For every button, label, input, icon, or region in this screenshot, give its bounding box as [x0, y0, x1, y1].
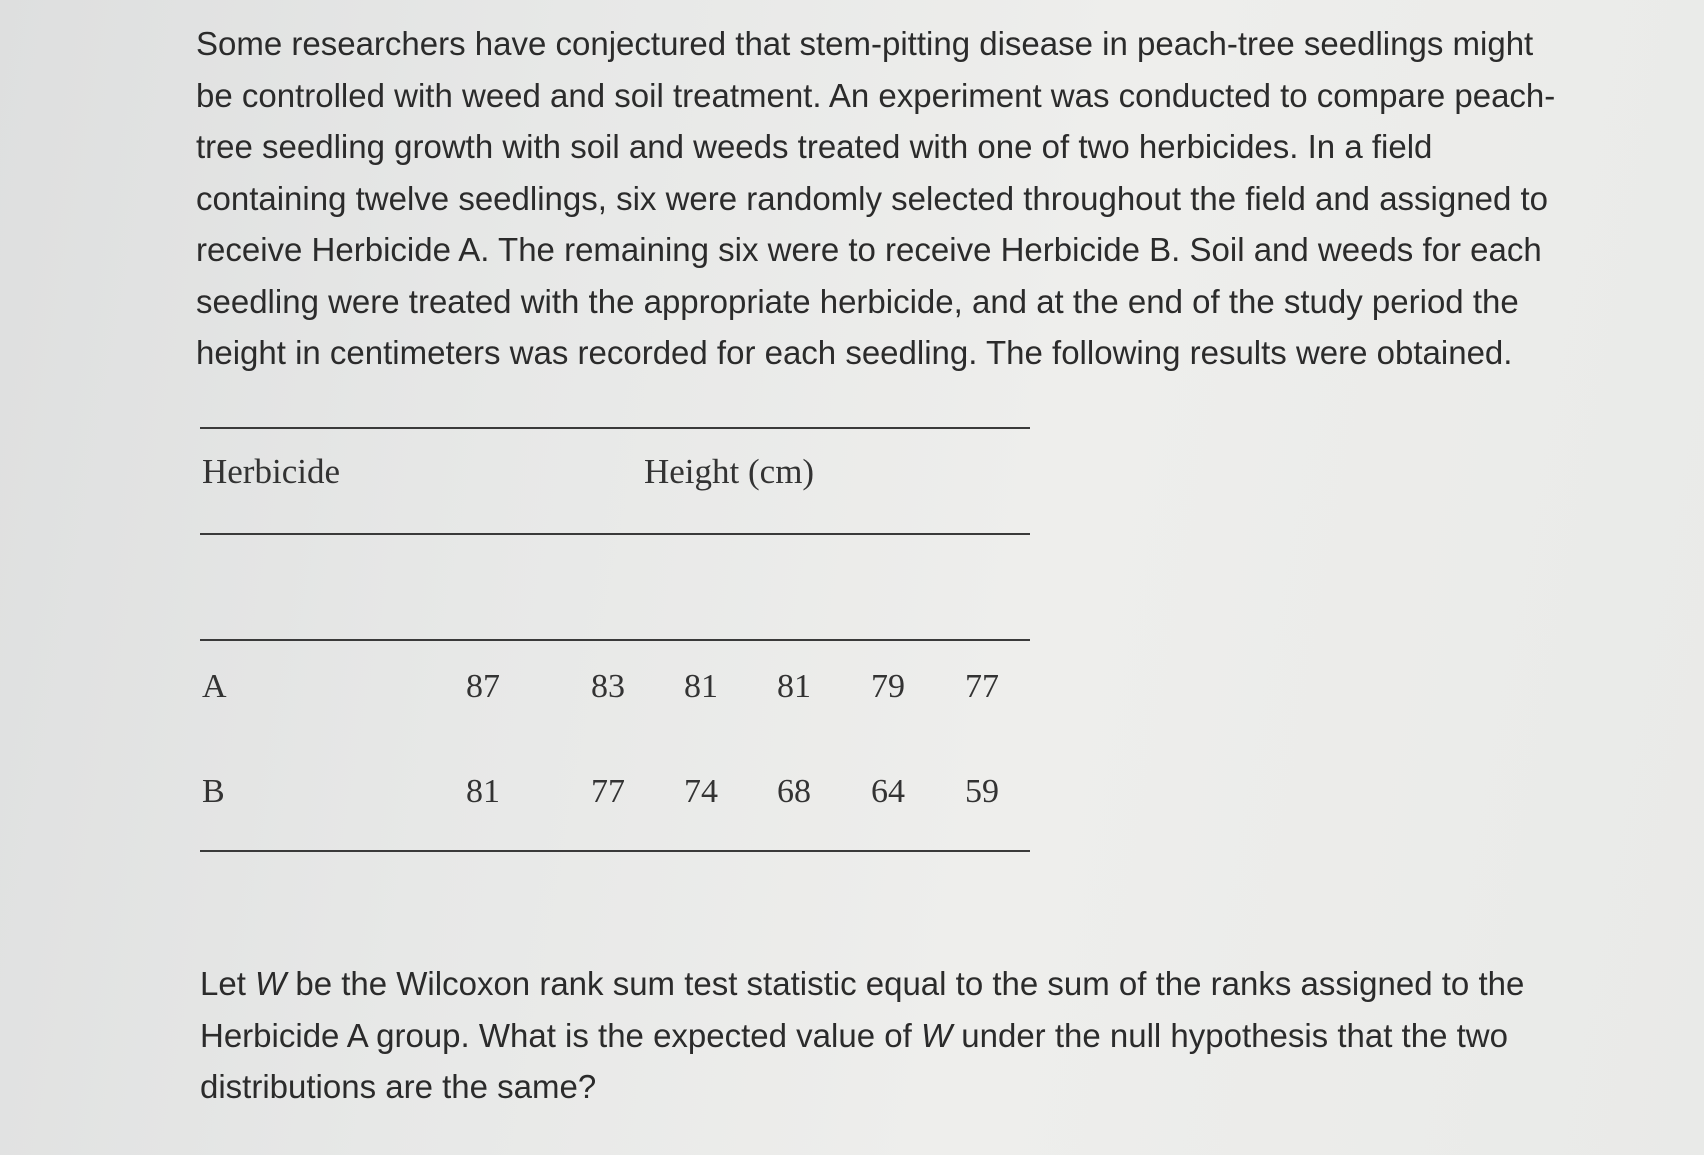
- table-cell: 87: [466, 668, 500, 705]
- table-cell: 81: [684, 668, 718, 705]
- table-cell: 74: [684, 773, 718, 810]
- table-cell: 77: [591, 773, 625, 810]
- header-height: Height (cm): [644, 452, 815, 491]
- table-row-herbicide-b: [200, 773, 1030, 813]
- table-bottom-rule: [200, 850, 1030, 852]
- table-cell: 79: [871, 668, 905, 705]
- table-row-herbicide-a: [200, 668, 1030, 708]
- table-cell: 64: [871, 773, 905, 810]
- row-label: A: [202, 668, 227, 705]
- problem-intro-text: Some researchers have conjectured that stem-pitting disease in peach-tree seedlings might be controlled with weed and soil treatment. An experiment was conducted to compare peach-tree seedling growth with soil and weeds treated with one of two herbicides. In a field containing twelve seedlings, six were randomly selected throughout the field and assigned to receive Herbicide A. The remaining six were to receive Herbicide B. Soil and weeds for each seedling were treated with the appropriate herbicide, and at the end of the study period the height in centimeters was recorded for each seedling. The following results were obtained.: [196, 25, 1556, 371]
- question-text: [200, 958, 1560, 1113]
- table-cell: 81: [777, 668, 811, 705]
- question-part-1: Let: [200, 965, 256, 1002]
- table-header-rule: [200, 533, 1030, 535]
- header-herbicide: Herbicide: [202, 452, 340, 491]
- table-cell: 83: [591, 668, 625, 705]
- variable-w: W: [255, 965, 287, 1002]
- table-cell: 81: [466, 773, 500, 810]
- variable-w: W: [920, 1016, 953, 1054]
- table-cell: 68: [777, 773, 811, 810]
- question-part-2: be the Wilcoxon rank sum test statistic equal to the sum of the ranks assigned to the Herbicide A group. What is the expected value of: [200, 965, 1525, 1054]
- question-part-3: under the null hypothesis that the two distributions are the same?: [200, 1016, 1508, 1105]
- table-top-rule: [200, 427, 1030, 429]
- table-cell: 59: [965, 773, 999, 810]
- table-cell: 77: [965, 668, 999, 705]
- table-body-rule: [200, 639, 1030, 641]
- row-label: B: [202, 773, 225, 810]
